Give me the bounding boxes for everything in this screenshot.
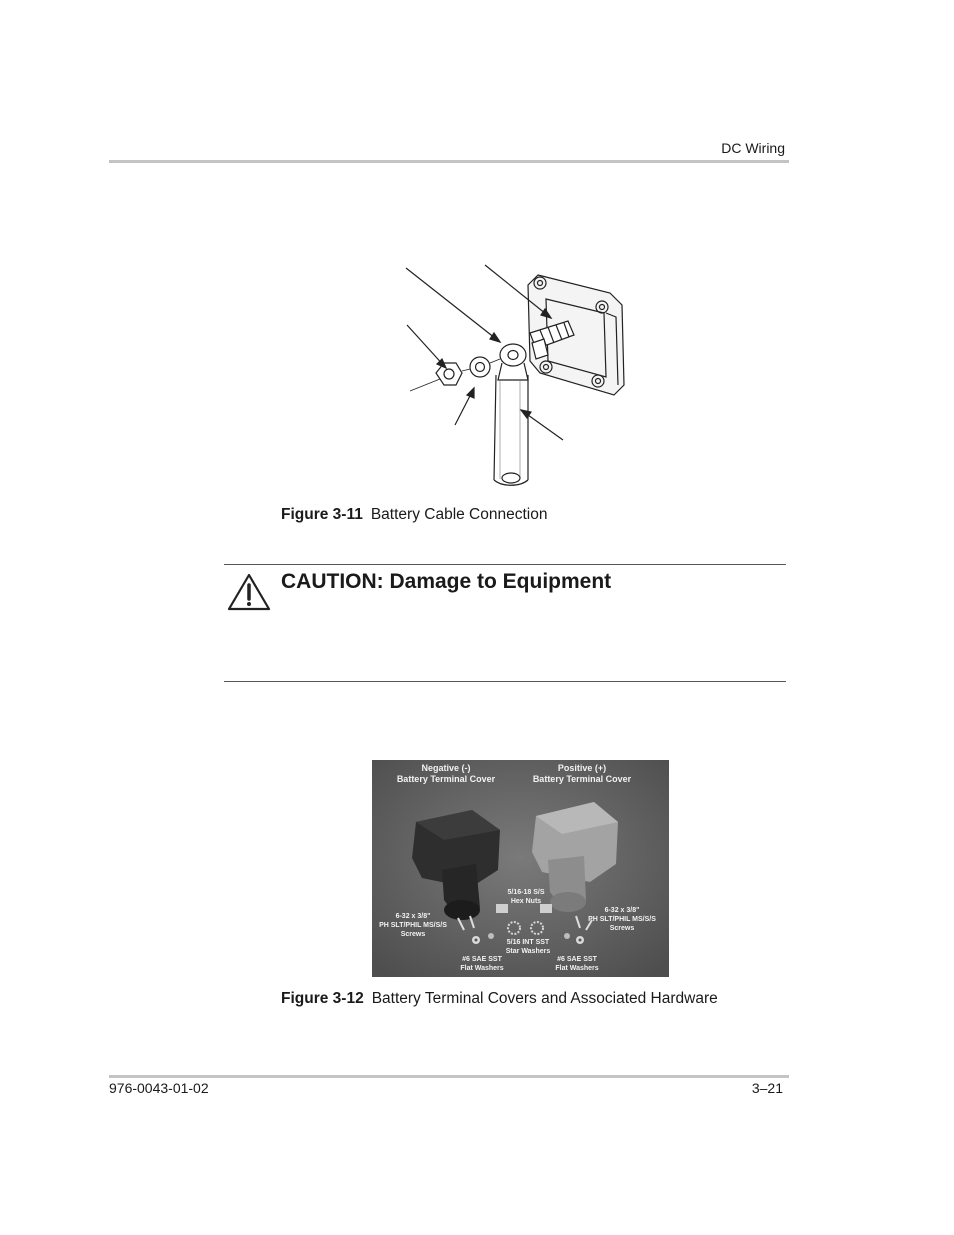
flat-washers-right-label: #6 SAE SST Flat Washers [555, 956, 599, 972]
figure-number: Figure 3-11 [281, 506, 363, 523]
caution-title: CAUTION: Damage to Equipment [281, 570, 612, 593]
caution-top-rule [224, 564, 786, 565]
header-rule [109, 160, 789, 163]
positive-cover-label: Positive (+) Battery Terminal Cover [532, 763, 632, 784]
battery-terminal-covers-photo [372, 760, 669, 977]
figure-number: Figure 3-12 [281, 990, 364, 1007]
figure-3-12-caption [281, 990, 718, 1008]
battery-cable-connection-drawing [370, 255, 640, 495]
hex-nuts-label: 5/16-18 S/S Hex Nuts [507, 889, 545, 905]
warning-triangle-icon [226, 572, 272, 612]
document-number: 976-0043-01-02 [109, 1080, 209, 1096]
figure-title: Battery Terminal Covers and Associated Hardware [371, 990, 718, 1007]
caution-bottom-rule [224, 681, 786, 682]
screws-right-label: 6-32 x 3/8" PH SLT/PHIL MS/S/S Screws [588, 907, 656, 932]
footer-rule [109, 1075, 789, 1078]
negative-cover-label: Negative (-) Battery Terminal Cover [396, 763, 496, 784]
flat-washers-left-label: #6 SAE SST Flat Washers [460, 956, 504, 972]
running-header-title: DC Wiring [721, 140, 785, 156]
screws-left-label: 6-32 x 3/8" PH SLT/PHIL MS/S/S Screws [379, 913, 447, 938]
star-washers-label: 5/16 INT SST Star Washers [505, 939, 551, 955]
figure-title: Battery Cable Connection [370, 506, 548, 523]
page-number: 3–21 [751, 1080, 783, 1096]
figure-3-11-caption [281, 506, 547, 524]
